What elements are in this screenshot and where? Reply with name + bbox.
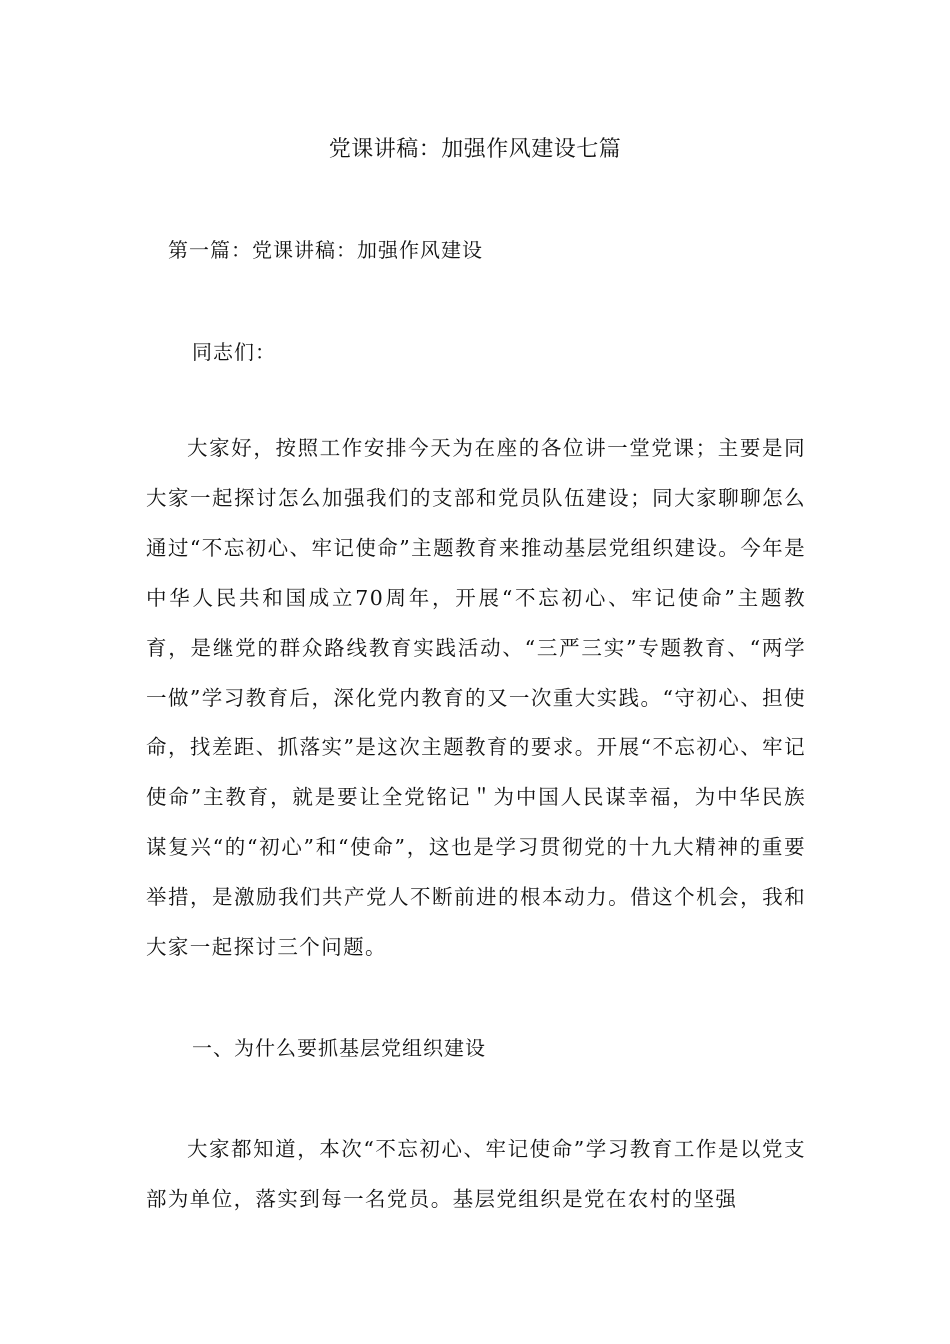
part-heading: 第一篇：党课讲稿：加强作风建设 — [168, 238, 483, 262]
body-paragraph-1: 大家好，按照工作安排今天为在座的各位讲一堂党课；主要是同大家一起探讨怎么加强我们的支部和党员队伍建设；同大家聊聊怎么通过“不忘初心、牢记使命”主题教育来推动基层党组织建设。今年是中华人民共和国成立70周年，开展“不忘初心、牢记使命”主题教育，是继党的群众路线教育实践活动、“三严三实”专题教育、“两学一做”学习教育后，深化党内教育的又一次重大实践。“守初心、担使命，找差距、抓落实”是这次主题教育的要求。开展“不忘初心、牢记使命”主教育，就是要让全党铭记＂为中国人民谋幸福，为中华民族谋复兴“的“初心”和“使命”，这也是学习贯彻党的十九大精神的重要举措，是激励我们共产党人不断前进的根本动力。借这个机会，我和大家一起探讨三个问题。 — [146, 436, 806, 960]
greeting: 同志们： — [192, 340, 276, 364]
section-heading-1: 一、为什么要抓基层党组织建设 — [192, 1036, 486, 1060]
document-title: 党课讲稿：加强作风建设七篇 — [328, 137, 622, 162]
body-paragraph-2: 大家都知道，本次“不忘初心、牢记使命”学习教育工作是以党支部为单位，落实到每一名党员。基层党组织是党在农村的坚强 — [146, 1137, 806, 1211]
